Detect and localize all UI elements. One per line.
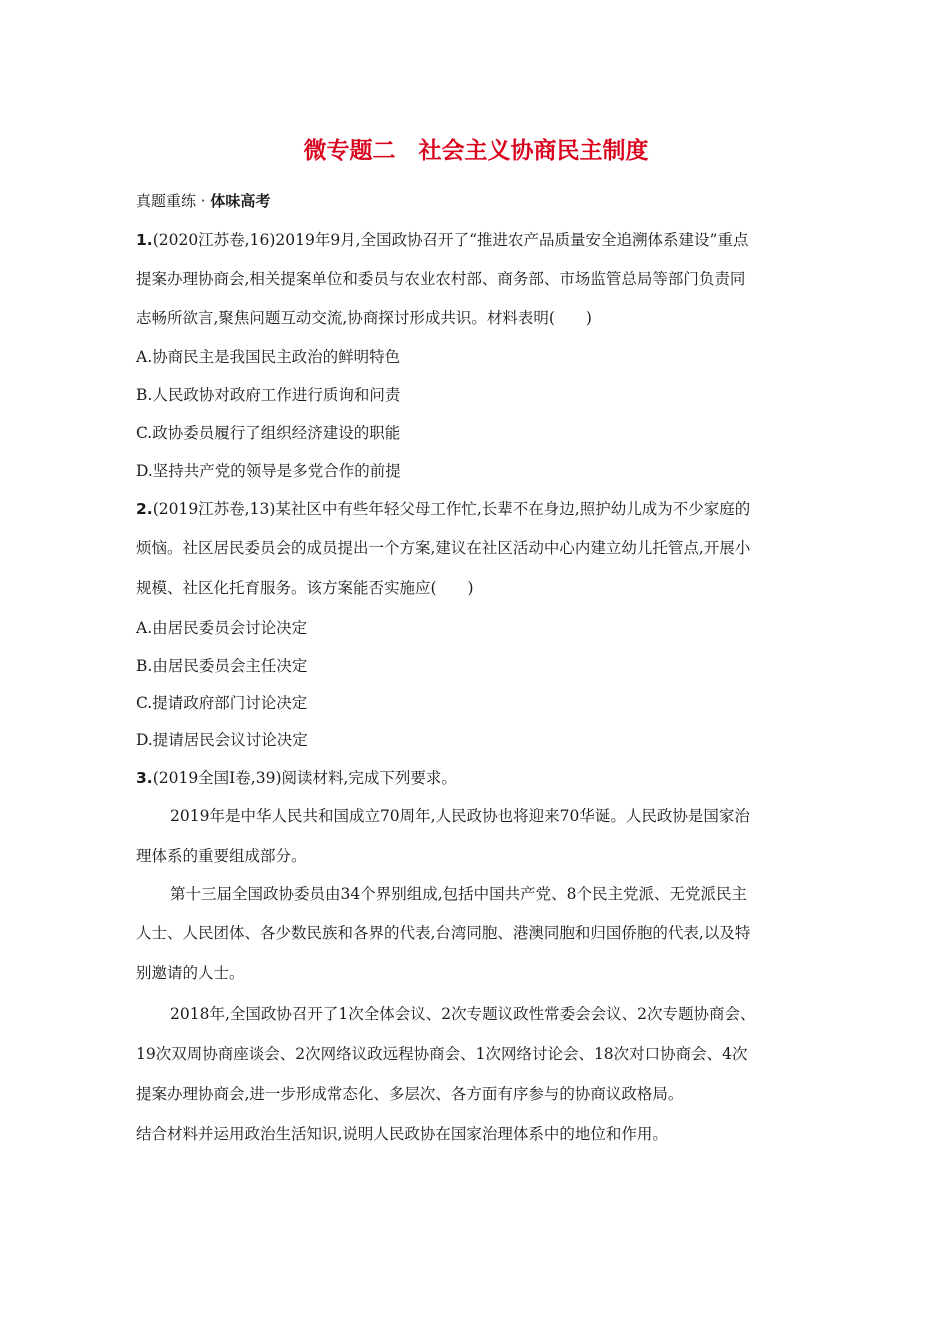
q1-option-a: A.协商民主是我国民主政治的鲜明特色 — [136, 348, 401, 366]
q3-intro: (2019全国Ⅰ卷,39)阅读材料,完成下列要求。 — [152, 769, 457, 787]
q2-option-b: B.由居民委员会主任决定 — [136, 657, 308, 675]
q3-p2-line-1: 第十三届全国政协委员由34个界别组成,包括中国共产党、8个民主党派、无党派民主 — [170, 885, 748, 903]
q1-text-2: 提案办理协商会,相关提案单位和委员与农业农村部、商务部、市场监管总局等部门负责同 — [136, 270, 746, 288]
q1-text-3: 志畅所欲言,聚焦问题互动交流,协商探讨形成共识。材料表明( ) — [136, 309, 592, 327]
q3-number: 3. — [136, 769, 153, 787]
section-heading-separator: · — [196, 192, 211, 210]
q1-option-d: D.坚持共产党的领导是多党合作的前提 — [136, 462, 401, 480]
q3-p3-line-2: 19次双周协商座谈会、2次网络议政远程协商会、1次网络讨论会、18次对口协商会、4次 — [136, 1045, 748, 1063]
q2-number: 2. — [136, 500, 153, 518]
q3-p1-line-2: 理体系的重要组成部分。 — [136, 847, 307, 865]
q1-line-1 — [136, 229, 816, 251]
q1-text-1: (2020江苏卷,16)2019年9月,全国政协召开了“推进农产品质量安全追溯体系建设”重点 — [152, 231, 749, 249]
q3-task: 结合材料并运用政治生活知识,说明人民政协在国家治理体系中的地位和作用。 — [136, 1125, 668, 1143]
q2-option-d: D.提请居民会议讨论决定 — [136, 731, 308, 749]
q2-text-1: (2019江苏卷,13)某社区中有些年轻父母工作忙,长辈不在身边,照护幼儿成为不少家庭的 — [152, 500, 751, 518]
page-title: 微专题二 社会主义协商民主制度 — [303, 138, 649, 164]
section-heading — [136, 190, 270, 212]
q2-option-c: C.提请政府部门讨论决定 — [136, 694, 308, 712]
q3-p3-line-3: 提案办理协商会,进一步形成常态化、多层次、各方面有序参与的协商议政格局。 — [136, 1085, 684, 1103]
q3-p3-line-1: 2018年,全国政协召开了1次全体会议、2次专题议政性常委会会议、2次专题协商会、 — [170, 1005, 756, 1023]
q2-text-3: 规模、社区化托育服务。该方案能否实施应( ) — [136, 579, 474, 597]
section-heading-right: 体味高考 — [210, 192, 271, 210]
q1-option-c: C.政协委员履行了组织经济建设的职能 — [136, 424, 401, 442]
q2-text-2: 烦恼。社区居民委员会的成员提出一个方案,建议在社区活动中心内建立幼儿托管点,开展小 — [136, 539, 751, 557]
q2-line-1 — [136, 498, 816, 520]
q3-line-1 — [136, 767, 816, 789]
q1-option-b: B.人民政协对政府工作进行质询和问责 — [136, 386, 401, 404]
q3-p2-line-3: 别邀请的人士。 — [136, 964, 245, 982]
q3-p2-line-2: 人士、人民团体、各少数民族和各界的代表,台湾同胞、港澳同胞和归国侨胞的代表,以及特 — [136, 924, 751, 942]
q1-number: 1. — [136, 231, 153, 249]
q3-p1-line-1: 2019年是中华人民共和国成立70周年,人民政协也将迎来70华诞。人民政协是国家治 — [170, 807, 750, 825]
q2-option-a: A.由居民委员会讨论决定 — [136, 619, 308, 637]
section-heading-left: 真题重练 — [136, 192, 197, 210]
